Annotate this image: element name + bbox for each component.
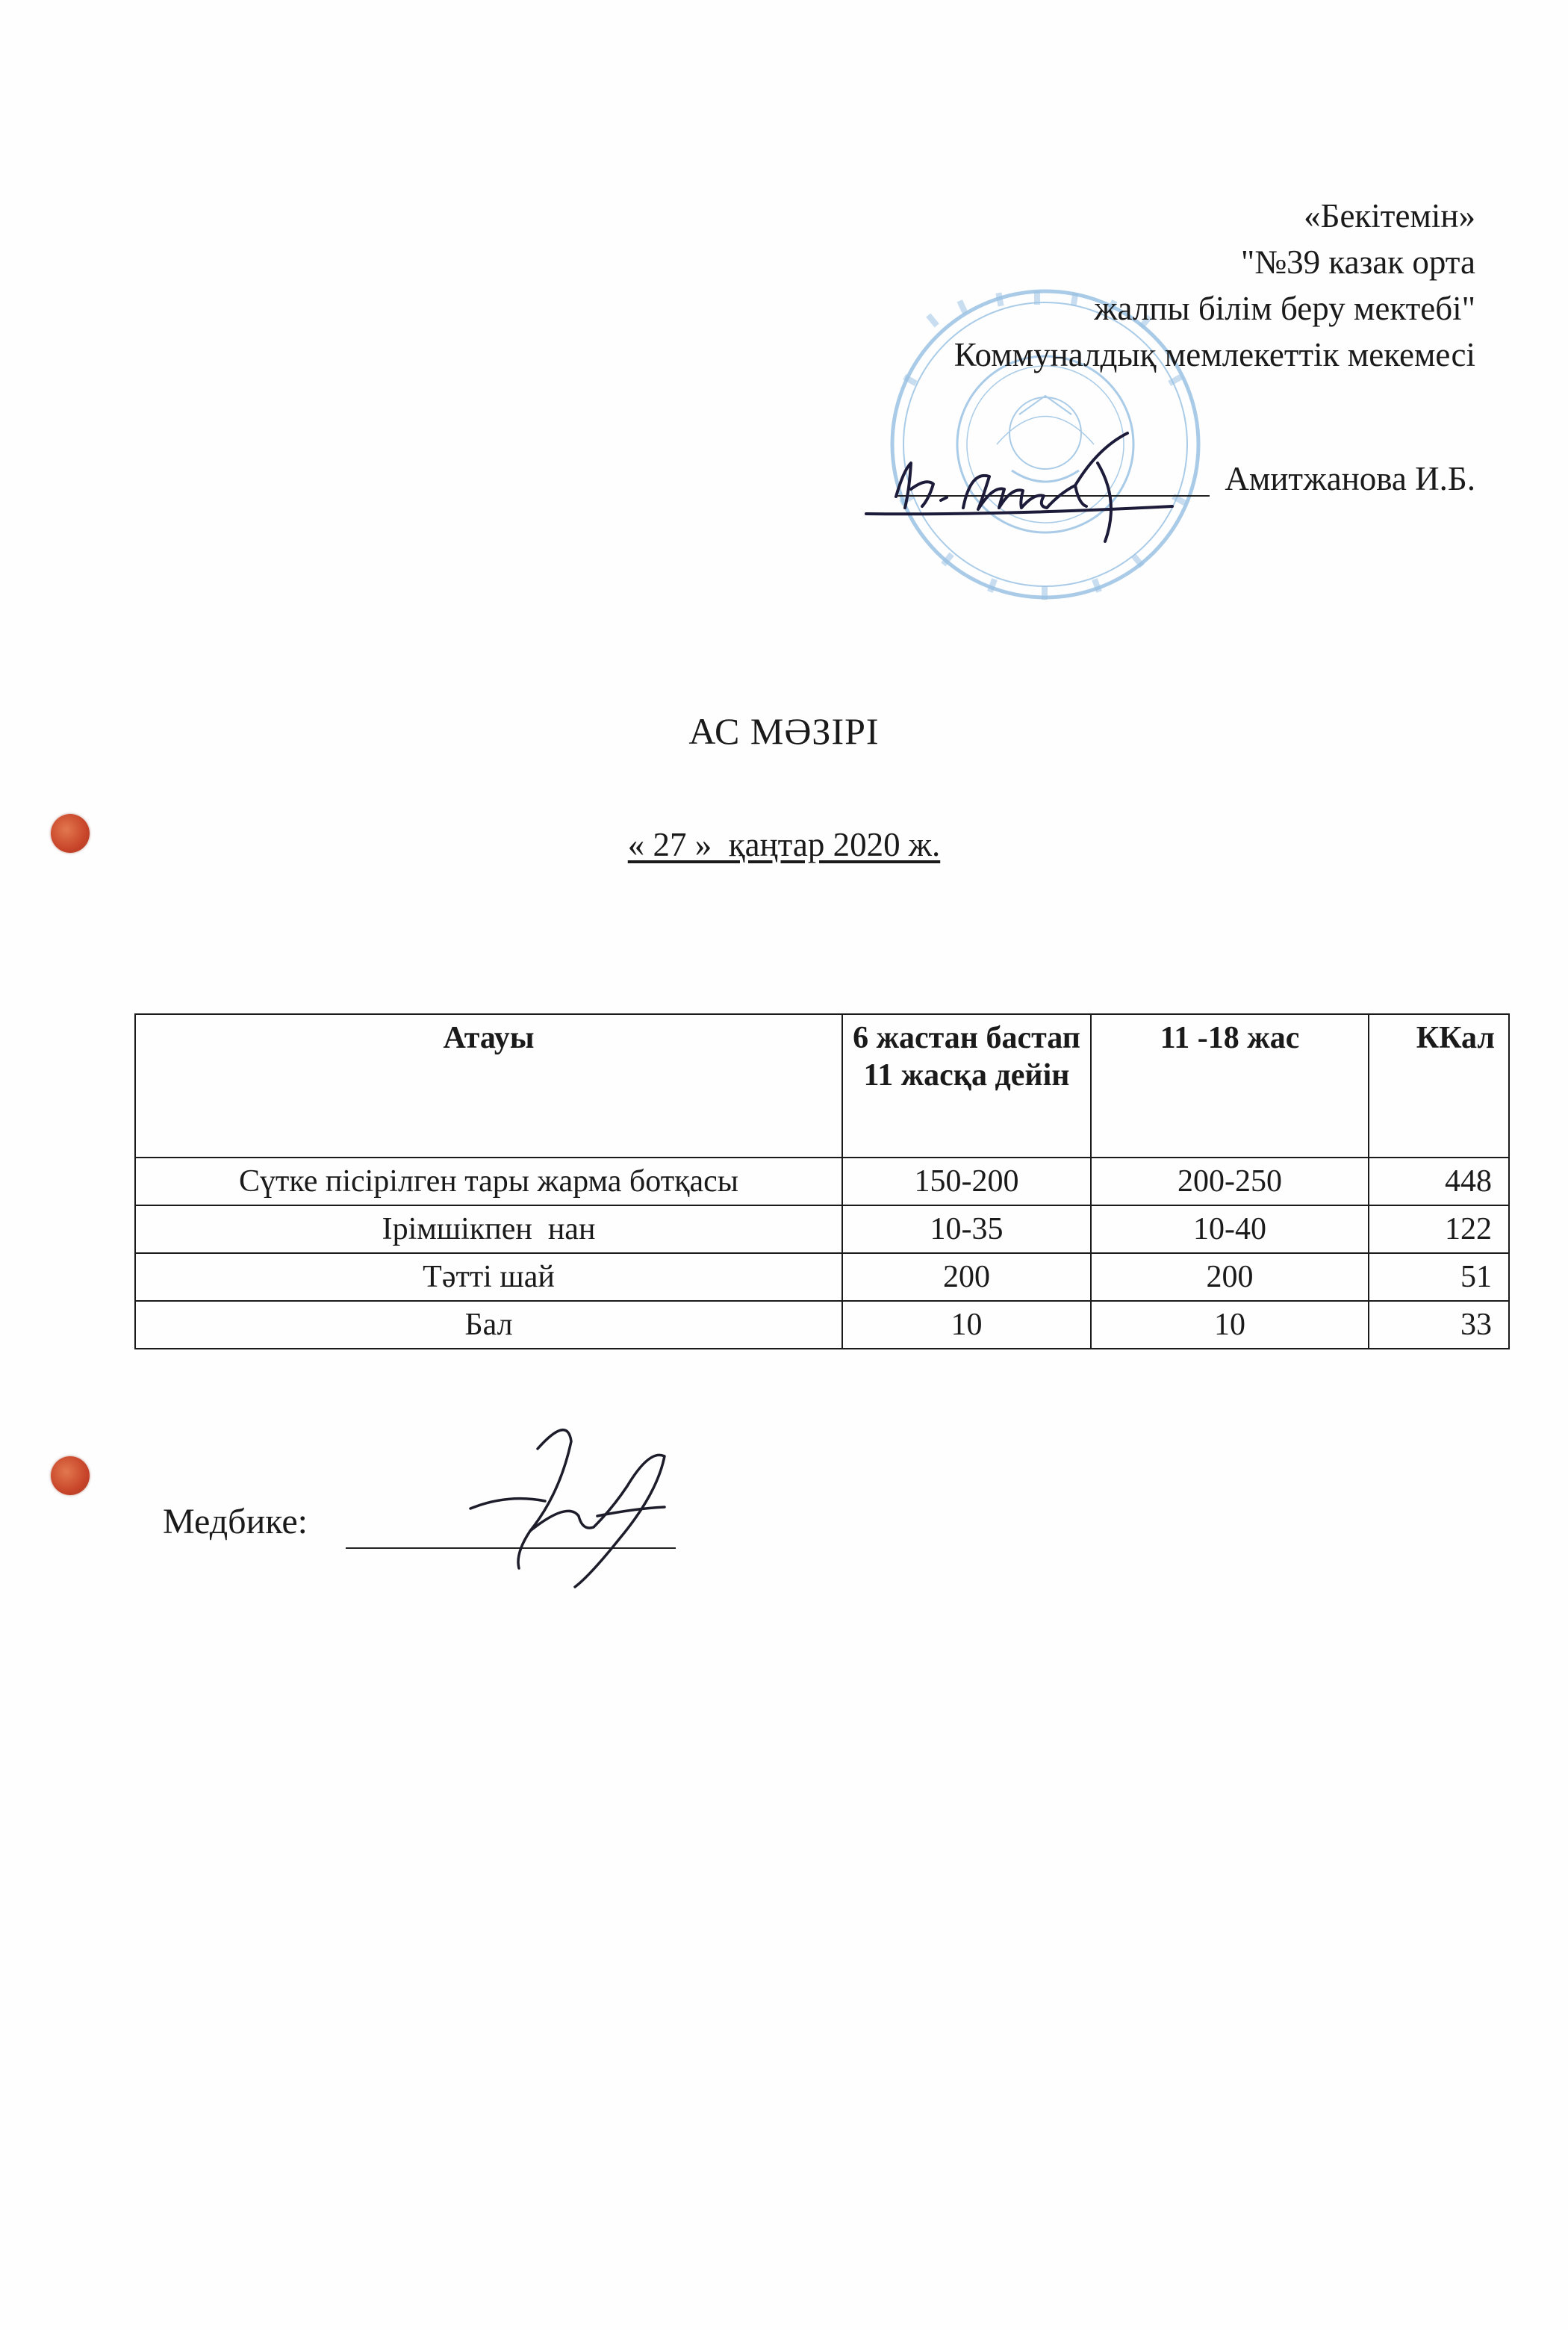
column-header-age-6-11: 6 жастан бастап 11 жасқа дейін (842, 1014, 1091, 1158)
punch-hole-icon (51, 1456, 90, 1495)
page-title: АС МӘЗІРІ (688, 710, 880, 752)
cell-portion-6-11: 200 (842, 1253, 1091, 1301)
director-signature (851, 418, 1225, 545)
cell-dish-name: Ірімшікпен нан (135, 1205, 842, 1253)
cell-portion-11-18: 10 (1091, 1301, 1369, 1349)
table-row (135, 1301, 1509, 1349)
menu-table (134, 1013, 1510, 1349)
approval-line: жалпы білім беру мектебі" (1094, 290, 1475, 327)
approval-block (729, 193, 1475, 378)
cell-kcal: 122 (1369, 1205, 1509, 1253)
approver-name: Амитжанова И.Б. (1225, 460, 1475, 497)
cell-dish-name: Бал (135, 1301, 842, 1349)
table-row (135, 1205, 1509, 1253)
table-row (135, 1158, 1509, 1205)
cell-kcal: 33 (1369, 1301, 1509, 1349)
approval-line: «Бекітемін» (1304, 197, 1475, 234)
cell-dish-name: Тәтті шай (135, 1253, 842, 1301)
column-header-age-11-18: 11 -18 жас (1091, 1014, 1369, 1158)
cell-portion-11-18: 10-40 (1091, 1205, 1369, 1253)
approval-line: "№39 казак орта (1240, 243, 1475, 281)
cell-portion-6-11: 10 (842, 1301, 1091, 1349)
menu-date-text: « 27 » қаңтар 2020 ж. (627, 826, 941, 863)
cell-kcal: 51 (1369, 1253, 1509, 1301)
approval-line: Коммуналдық мемлекеттік мекемесі (953, 336, 1475, 373)
cell-portion-6-11: 10-35 (842, 1205, 1091, 1253)
column-header-name: Атауы (135, 1014, 842, 1158)
cell-kcal: 448 (1369, 1158, 1509, 1205)
cell-portion-6-11: 150-200 (842, 1158, 1091, 1205)
cell-portion-11-18: 200 (1091, 1253, 1369, 1301)
menu-date (0, 825, 1568, 864)
table-header-row (135, 1014, 1509, 1158)
cell-portion-11-18: 200-250 (1091, 1158, 1369, 1205)
table-row (135, 1253, 1509, 1301)
nurse-label: Медбике: (163, 1502, 308, 1541)
cell-dish-name: Сүтке пісірілген тары жарма ботқасы (135, 1158, 842, 1205)
column-header-kcal: ККал (1369, 1014, 1509, 1158)
nurse-signature (441, 1419, 687, 1591)
